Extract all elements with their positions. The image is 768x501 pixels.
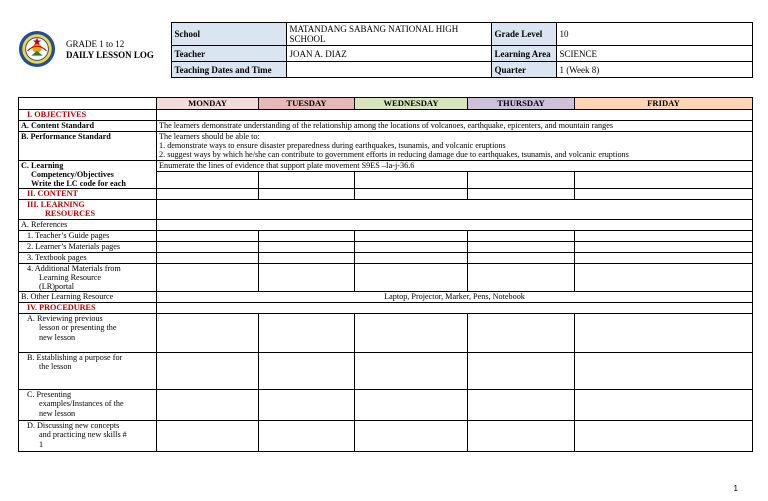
competency-monday bbox=[157, 171, 259, 188]
procedure-a-line: lesson or presenting the bbox=[39, 323, 117, 333]
day-header-blank bbox=[19, 98, 157, 110]
additional-materials-label bbox=[19, 263, 157, 292]
procedure-c-label bbox=[19, 390, 157, 421]
teacher-value: JOAN A. DIAZ bbox=[286, 46, 491, 62]
other-resource-value: Laptop, Projector, Marker, Pens, Notebook bbox=[157, 292, 753, 303]
cell bbox=[157, 241, 259, 252]
cell bbox=[355, 230, 468, 241]
dates-label: Teaching Dates and Time bbox=[171, 62, 286, 78]
school-value: MATANDANG SABANG NATIONAL HIGH SCHOOL bbox=[286, 23, 491, 46]
grade-level-label: Grade Level bbox=[491, 23, 556, 46]
deped-seal-icon bbox=[18, 30, 56, 68]
learning-resources-heading bbox=[19, 200, 157, 219]
dates-value bbox=[286, 62, 491, 78]
quarter-label: Quarter bbox=[491, 62, 556, 78]
content-wednesday bbox=[355, 189, 468, 200]
additional-materials-line: Learning Resource bbox=[39, 272, 102, 282]
competency-label-line: C. Learning bbox=[21, 160, 64, 170]
cell bbox=[355, 421, 468, 452]
log-title: DAILY LESSON LOG bbox=[66, 50, 154, 60]
competency-thursday bbox=[468, 171, 575, 188]
day-monday: MONDAY bbox=[157, 98, 259, 110]
cell bbox=[575, 252, 753, 263]
school-label: School bbox=[171, 23, 286, 46]
teacher-label: Teacher bbox=[171, 46, 286, 62]
competency-value: Enumerate the lines of evidence that support plate movement S9ES –Ia-j-36.6 bbox=[157, 160, 753, 171]
performance-line: 2. suggest ways by which he/she can contribute to government efforts in reducing damage due to earthquakes, tsunamis, and volcanic eruptions bbox=[159, 150, 629, 160]
references-label: A. References bbox=[19, 219, 157, 230]
procedures-heading: IV. PROCEDURES bbox=[19, 303, 157, 314]
cell bbox=[355, 353, 468, 390]
cell bbox=[157, 230, 259, 241]
learning-resources-line: RESOURCES bbox=[45, 209, 96, 219]
cell bbox=[468, 263, 575, 292]
page-number: 1 bbox=[733, 484, 738, 493]
objectives-blank bbox=[157, 110, 753, 121]
other-resource-label: B. Other Learning Resource bbox=[19, 292, 157, 303]
competency-tuesday bbox=[259, 171, 355, 188]
content-standard-value: The learners demonstrate understanding of the relationship among the locations of volcanoes, earthquake, epicenters, and mountain ranges bbox=[157, 121, 753, 132]
cell bbox=[259, 230, 355, 241]
competency-label-line: Write the LC code for each bbox=[31, 179, 126, 189]
procedures-blank bbox=[157, 303, 753, 314]
cell bbox=[575, 353, 753, 390]
learning-resources-line: III. LEARNING bbox=[27, 200, 85, 210]
cell bbox=[259, 263, 355, 292]
cell bbox=[468, 353, 575, 390]
performance-line: The learners should be able to: bbox=[159, 132, 260, 141]
cell bbox=[157, 314, 259, 353]
cell bbox=[157, 390, 259, 421]
cell bbox=[259, 241, 355, 252]
cell bbox=[157, 252, 259, 263]
procedure-a-line: new lesson bbox=[39, 332, 76, 342]
content-standard-label: A. Content Standard bbox=[19, 121, 157, 132]
additional-materials-line: (LR)portal bbox=[39, 282, 75, 292]
references-blank bbox=[157, 219, 753, 230]
additional-materials-line: 4. Additional Materials from bbox=[27, 263, 121, 273]
teachers-guide-label: 1. Teacher’s Guide pages bbox=[19, 230, 157, 241]
cell bbox=[157, 263, 259, 292]
cell bbox=[355, 314, 468, 353]
cell bbox=[259, 390, 355, 421]
content-tuesday bbox=[259, 189, 355, 200]
cell bbox=[355, 241, 468, 252]
quarter-value: 1 (Week 8) bbox=[556, 62, 752, 78]
cell bbox=[575, 241, 753, 252]
performance-line: 1. demonstrate ways to ensure disaster preparedness during earthquakes, tsunamis, and volcanic eruptions bbox=[159, 141, 506, 151]
deped-seal-cell bbox=[18, 23, 60, 78]
day-tuesday: TUESDAY bbox=[259, 98, 355, 110]
procedure-c-line: C. Presenting bbox=[27, 390, 72, 400]
cell bbox=[575, 390, 753, 421]
cell bbox=[468, 390, 575, 421]
textbook-pages-label: 3. Textbook pages bbox=[19, 252, 157, 263]
cell bbox=[157, 353, 259, 390]
procedure-b-line: the lesson bbox=[39, 362, 72, 372]
content-thursday bbox=[468, 189, 575, 200]
cell bbox=[468, 421, 575, 452]
day-friday: FRIDAY bbox=[575, 98, 753, 110]
content-monday bbox=[157, 189, 259, 200]
cell bbox=[259, 252, 355, 263]
grade-level-value: 10 bbox=[556, 23, 752, 46]
header-table bbox=[18, 22, 753, 78]
procedure-a-label bbox=[19, 314, 157, 353]
day-header-row bbox=[19, 98, 753, 110]
procedure-d-line: D. Discussing new concepts bbox=[27, 421, 120, 431]
content-heading: II. CONTENT bbox=[19, 189, 157, 200]
day-wednesday: WEDNESDAY bbox=[355, 98, 468, 110]
procedure-b-label bbox=[19, 353, 157, 390]
objectives-heading: I. OBJECTIVES bbox=[19, 110, 157, 121]
procedure-c-line: examples/Instances of the bbox=[39, 399, 124, 409]
cell bbox=[468, 314, 575, 353]
learning-resources-blank bbox=[157, 200, 753, 219]
cell bbox=[468, 252, 575, 263]
cell bbox=[575, 314, 753, 353]
performance-standard-label: B. Performance Standard bbox=[19, 132, 157, 161]
cell bbox=[355, 252, 468, 263]
competency-friday bbox=[575, 171, 753, 188]
cell bbox=[259, 314, 355, 353]
cell bbox=[575, 421, 753, 452]
cell bbox=[575, 230, 753, 241]
cell bbox=[157, 421, 259, 452]
procedure-b-line: B. Establishing a purpose for bbox=[27, 353, 123, 363]
content-friday bbox=[575, 189, 753, 200]
learning-area-label: Learning Area bbox=[491, 46, 556, 62]
cell bbox=[355, 263, 468, 292]
procedure-a-line: A. Reviewing previous bbox=[27, 314, 103, 324]
cell bbox=[468, 230, 575, 241]
competency-wednesday bbox=[355, 171, 468, 188]
learners-materials-label: 2. Learner’s Materials pages bbox=[19, 241, 157, 252]
lesson-log-table bbox=[18, 97, 753, 452]
competency-label bbox=[19, 160, 157, 189]
performance-standard-value bbox=[157, 132, 753, 161]
grade-range: GRADE 1 to 12 bbox=[66, 39, 125, 49]
procedure-d-label bbox=[19, 421, 157, 452]
procedure-c-line: new lesson bbox=[39, 408, 76, 418]
log-title-cell bbox=[60, 23, 171, 78]
cell bbox=[259, 421, 355, 452]
cell bbox=[575, 263, 753, 292]
cell bbox=[259, 353, 355, 390]
procedure-d-line: and practicing new skills # bbox=[39, 430, 127, 440]
day-thursday: THURSDAY bbox=[468, 98, 575, 110]
learning-area-value: SCIENCE bbox=[556, 46, 752, 62]
procedure-d-line: 1 bbox=[39, 439, 44, 449]
cell bbox=[355, 390, 468, 421]
competency-label-line: Competency/Objectives bbox=[31, 169, 114, 179]
cell bbox=[468, 241, 575, 252]
